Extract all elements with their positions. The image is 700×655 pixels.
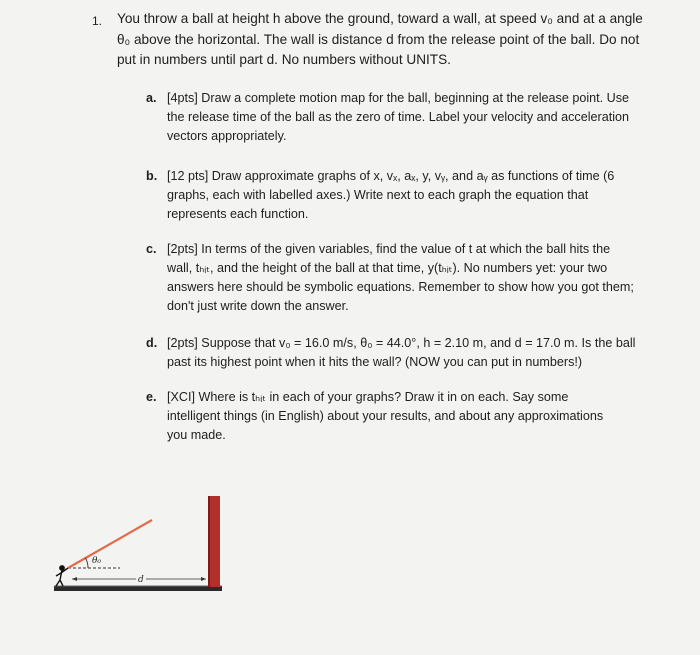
part-c-letter: c. [146,242,157,256]
question-text: You throw a ball at height h above the ground, toward a wall, at speed v₀ and at a angle θ₀ above the horizontal. The wall is distance d from the release point of the ball. Do not put in numbers until part d. No numbers without UNITS. [117,11,643,67]
thrower-figure [56,566,68,586]
question-number: 1. [92,14,103,28]
part-d-text: [2pts] Suppose that v₀ = 16.0 m/s, θ₀ = 44.0°, h = 2.10 m, and d = 17.0 m. Is the ball past its highest point when it hits the wall? (NOW you can put in numbers!) [167,336,636,369]
part-a-letter: a. [146,91,157,105]
distance-label: d [138,575,144,585]
part-b-text: [12 pts] Draw approximate graphs of x, vₓ, aₓ, y, vᵧ, and aᵧ as functions of time (6 graphs, each with labelled axes.) Write next to each graph the equation that represents each function. [167,169,615,221]
ground [54,586,222,591]
part-b-letter: b. [146,169,158,183]
ball-wall-figure [50,492,250,602]
part-a-text: [4pts] Draw a complete motion map for the ball, beginning at the release point. Use the release time of the ball as the zero of time. Label your velocity and acceleration vectors appropriately. [167,91,630,143]
part-d-letter: d. [146,336,158,350]
part-e-letter: e. [146,390,157,404]
part-e-text: [XCI] Where is tₕᵢₜ in each of your graphs? Draw it in on each. Say some intelligent things (in English) about your results, and about any approximations you made. [167,390,604,442]
angle-label: θ₀ [92,556,102,566]
part-c-text: [2pts] In terms of the given variables, find the value of t at which the ball hits the wall, tₕᵢₜ, and the height of the ball at that time, y(tₕᵢₜ). No numbers yet: your two answers here should be symbolic equations. Remember to show how you got them; don't just write down the answer. [167,242,634,313]
angle-arc [86,558,89,568]
launch-direction [68,520,152,568]
